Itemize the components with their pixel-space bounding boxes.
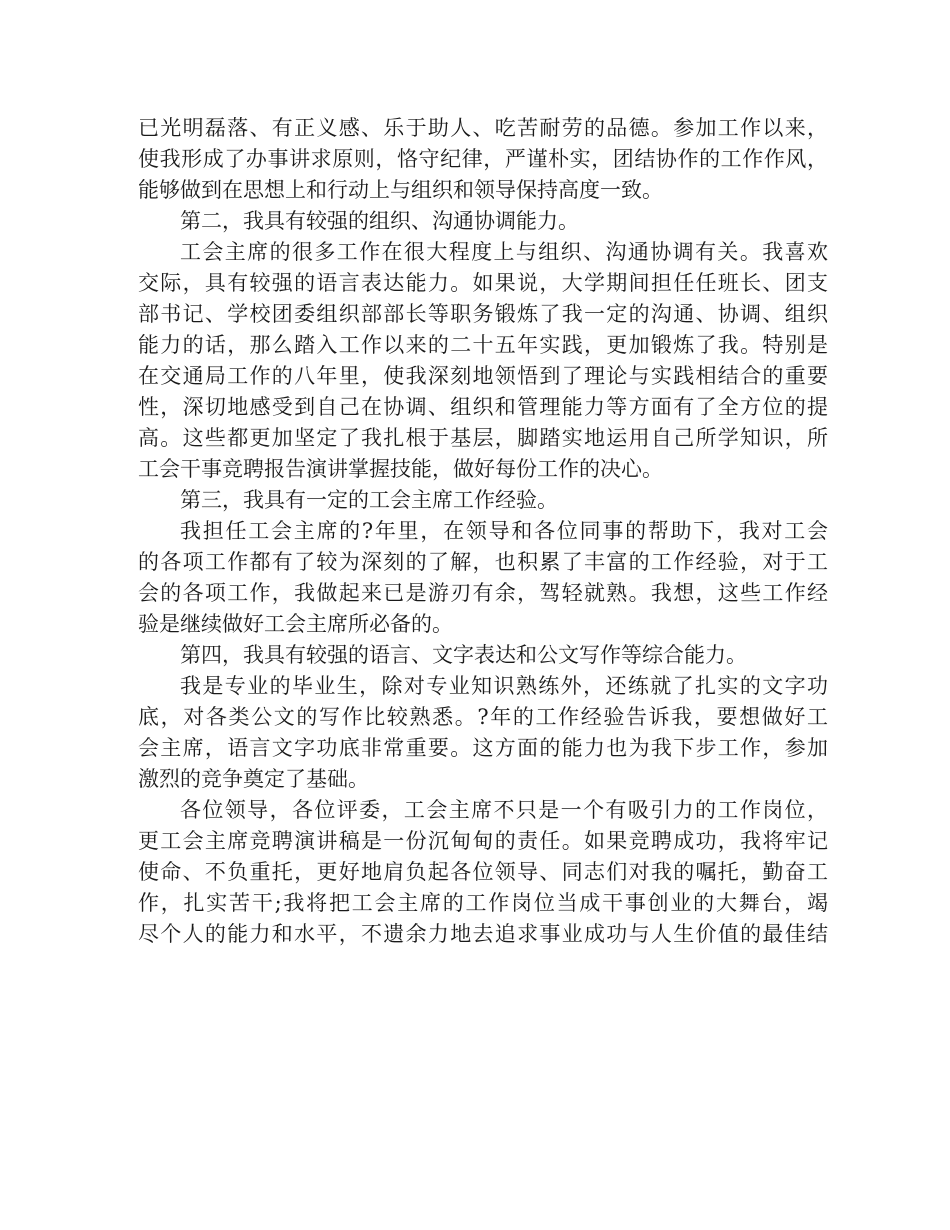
text-line: 交际，具有较强的语言表达能力。如果说，大学期间担任任班长、团支 [138, 271, 828, 295]
text-line: 更工会主席竞聘演讲稿是一份沉甸甸的责任。如果竞聘成功，我将牢记 [138, 829, 828, 853]
text-line: 会的各项工作，我做起来已是游刃有余，驾轻就熟。我想，这些工作经 [138, 581, 828, 605]
text-line: 使命、不负重托，更好地肩负起各位领导、同志们对我的嘱托，勤奋工 [138, 860, 828, 884]
text-line: 使我形成了办事讲求原则，恪守纪律，严谨朴实，团结协作的工作作风， [138, 147, 828, 171]
text-line: 在交通局工作的八年里，使我深刻地领悟到了理论与实践相结合的重要 [138, 364, 828, 388]
text-line: 我担任工会主席的?年里，在领导和各位同事的帮助下，我对工会 [180, 519, 828, 543]
text-line: 性，深切地感受到自己在协调、组织和管理能力等方面有了全方位的提 [138, 395, 828, 419]
text-line: 工会主席的很多工作在很大程度上与组织、沟通协调有关。我喜欢 [180, 240, 828, 264]
text-line: 激烈的竞争奠定了基础。 [138, 767, 369, 791]
text-line: 各位领导，各位评委，工会主席不只是一个有吸引力的工作岗位， [180, 798, 828, 822]
section-heading: 第二，我具有较强的组织、沟通协调能力。 [180, 209, 579, 233]
text-line: 验是继续做好工会主席所必备的。 [138, 612, 453, 636]
body-text [138, 113, 828, 950]
text-line: 高。这些都更加坚定了我扎根于基层，脚踏实地运用自己所学知识，所 [138, 426, 828, 450]
text-line: 能力的话，那么踏入工作以来的二十五年实践，更加锻炼了我。特别是 [138, 333, 828, 357]
text-line: 底，对各类公文的写作比较熟悉。?年的工作经验告诉我，要想做好工 [138, 705, 828, 729]
text-line: 尽个人的能力和水平，不遗余力地去追求事业成功与人生价值的最佳结 [138, 922, 828, 946]
text-line: 会主席，语言文字功底非常重要。这方面的能力也为我下步工作，参加 [138, 736, 828, 760]
text-line: 工会干事竞聘报告演讲掌握技能，做好每份工作的决心。 [138, 457, 663, 481]
text-line: 部书记、学校团委组织部部长等职务锻炼了我一定的沟通、协调、组织 [138, 302, 828, 326]
section-heading: 第四，我具有较强的语言、文字表达和公文写作等综合能力。 [180, 643, 747, 667]
text-line: 已光明磊落、有正义感、乐于助人、吃苦耐劳的品德。参加工作以来， [138, 116, 828, 140]
section-heading: 第三，我具有一定的工会主席工作经验。 [180, 488, 558, 512]
text-line: 作，扎实苦干;我将把工会主席的工作岗位当成干事创业的大舞台，竭 [138, 891, 828, 915]
text-line: 的各项工作都有了较为深刻的了解，也积累了丰富的工作经验，对于工 [138, 550, 828, 574]
text-line: 能够做到在思想上和行动上与组织和领导保持高度一致。 [138, 178, 663, 202]
text-line: 我是专业的毕业生，除对专业知识熟练外，还练就了扎实的文字功 [180, 674, 828, 698]
